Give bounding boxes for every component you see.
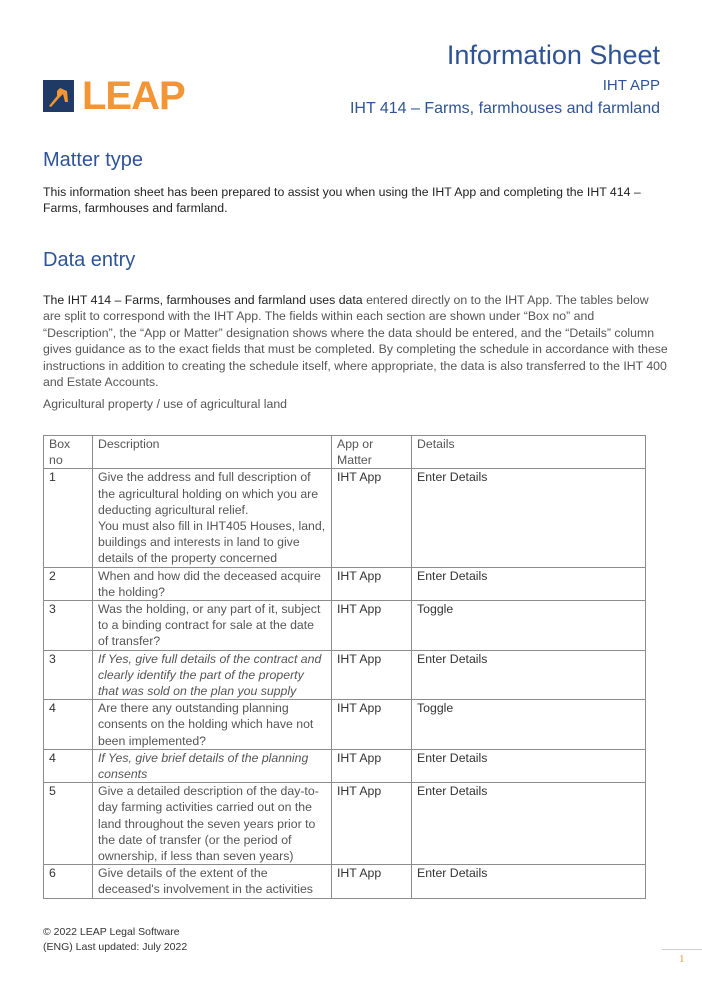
box-number: 2 [44,567,93,600]
header-details: Details [412,436,646,469]
table-row [44,650,646,700]
details: Enter Details [412,469,646,567]
details: Toggle [412,700,646,750]
table-row [44,700,646,750]
details: Enter Details [412,650,646,700]
app-or-matter: IHT App [332,469,412,567]
table-row [44,783,646,865]
table-header-row [44,436,646,469]
description: Are there any outstanding planning consents on the holding which have not been implemented? [93,700,332,750]
matter-type-heading: Matter type [43,149,144,171]
details: Enter Details [412,749,646,782]
app-or-matter: IHT App [332,601,412,651]
document-subtitle-form: IHT 414 – Farms, farmhouses and farmland [349,100,660,117]
document-subtitle-app: IHT APP [602,77,660,94]
app-or-matter: IHT App [332,567,412,600]
leap-figure-icon [43,80,74,112]
header-description: Description [93,436,332,469]
last-updated-text: (ENG) Last updated: July 2022 [43,941,188,953]
leap-logo [43,74,185,118]
box-number: 4 [44,749,93,782]
app-or-matter: IHT App [332,865,412,898]
matter-type-text: This information sheet has been prepared to assist you when using the IHT App and completing the IHT 414 – Farms, farmhouses and farmland. [43,185,641,216]
logo-wordmark: LEAP [82,74,185,118]
agricultural-property-table [43,435,646,899]
box-number: 3 [44,650,93,700]
page-number: 1 [679,953,685,965]
table-row [44,601,646,651]
header-app-or-matter: App or Matter [332,436,412,469]
document-title: Information Sheet [446,40,660,70]
box-number: 5 [44,783,93,865]
app-or-matter: IHT App [332,700,412,750]
description-line-2: You must also fill in IHT405 Houses, land, buildings and interests in land to give details of the property concerned [98,519,326,566]
footer [43,925,187,955]
table-row [44,567,646,600]
table-row [44,749,646,782]
copyright-text: © 2022 LEAP Legal Software [43,926,180,938]
description-line: Give the address and full description of the agricultural holding on which you are deducting agricultural relief. [98,470,319,517]
data-entry-text-emphasis: The IHT 414 – Farms, farmhouses and farmland uses data [43,293,363,307]
box-number: 3 [44,601,93,651]
description: If Yes, give full details of the contract and clearly identify the part of the property that was sold on the plan you supply [93,650,332,700]
description: If Yes, give brief details of the planning consents [93,749,332,782]
app-or-matter: IHT App [332,650,412,700]
description: Give details of the extent of the deceased's involvement in the activities [93,865,332,898]
description: Was the holding, or any part of it, subject to a binding contract for sale at the date of transfer? [93,601,332,651]
table-caption: Agricultural property / use of agricultural land [43,397,288,411]
description: When and how did the deceased acquire the holding? [93,567,332,600]
box-number: 6 [44,865,93,898]
details: Enter Details [412,865,646,898]
data-entry-heading: Data entry [43,249,136,271]
table-row [44,469,646,567]
header-box-no: Box no [44,436,93,469]
description: Give a detailed description of the day-to-day farming activities carried out on the land throughout the seven years prior to the date of transfer (or the period of ownership, if less than seven years) [93,783,332,865]
box-number: 4 [44,700,93,750]
document-header [350,38,660,120]
box-number: 1 [44,469,93,567]
table-row [44,865,646,898]
app-or-matter: IHT App [332,749,412,782]
details: Toggle [412,601,646,651]
app-or-matter: IHT App [332,783,412,865]
description [93,469,332,567]
data-entry-text-body: entered directly on to the IHT App. The tables below are split to correspond with the IHT App. The fields within each section are shown under “Box no” and “Description”, the “App or Matter” designation shows where the data should be entered, and the “Details” column gives guidance as to the exact fields that must be completed. By completing the schedule in accordance with these instructions in addition to creating the schedule itself, where appropriate, the data is also transferred to the IHT 400 and Estate Accounts. [43,293,668,390]
data-entry-text [43,292,668,390]
page-number-divider [662,949,702,950]
details: Enter Details [412,567,646,600]
details: Enter Details [412,783,646,865]
